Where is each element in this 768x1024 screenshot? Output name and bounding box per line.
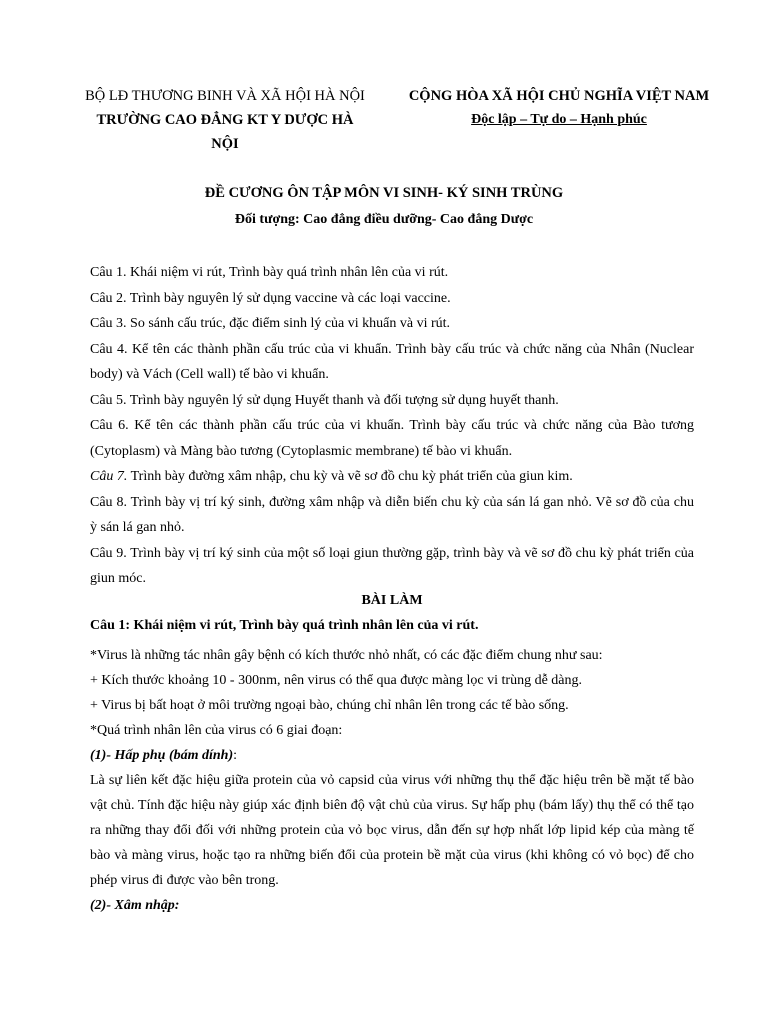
question-item: Câu 1. Khái niệm vi rút, Trình bày quá trình nhân lên của vi rút. bbox=[90, 265, 449, 280]
question-item: Câu 6. Kể tên các thành phần cấu trúc của vi khuẩn. Trình bày cấu trúc và chức năng của Bào tương (Cytoplasm) và Màng bào tương (Cytoplasmic membrane) tế bào vi khuẩn. bbox=[90, 418, 694, 459]
question-item: Câu 4. Kể tên các thành phần cấu trúc của vi khuẩn. Trình bày cấu trúc và chức năng của Nhân (Nuclear body) và Vách (Cell wall) tế bào vi khuẩn. bbox=[90, 341, 694, 382]
school-name: TRƯỜNG CAO ĐẲNG KT Y DƯỢC HÀ NỘI bbox=[96, 112, 354, 152]
question-item bbox=[90, 464, 694, 490]
ministry-header bbox=[70, 84, 380, 156]
question-item: Câu 3. So sánh cấu trúc, đặc điểm sinh lý của vi khuẩn và vi rút. bbox=[90, 316, 451, 331]
stage-2-heading: (2)- Xâm nhập: bbox=[90, 898, 180, 913]
answer-paragraph: Là sự liên kết đặc hiệu giữa protein của vỏ capsid của virus với những thụ thể đặc hiệu trên bề mặt tế bào vật chủ. Tính đặc hiệu này giúp xác định biên độ vật chủ của virus. Sự hấp phụ (bám lấy) thụ thể có thể tạo ra những thay đổi đối với những protein của vỏ bọc virus, dẫn đến sự hợp nhất lớp lipid kép của màng tế bào và màng virus, hoặc tạo ra những biến đổi của protein bề mặt của virus (khi không có vỏ bọc) để cho phép virus đi được vào bên trong. bbox=[90, 773, 694, 888]
national-header bbox=[390, 84, 728, 132]
stage-1-heading bbox=[90, 743, 694, 768]
document-subtitle: Đối tượng: Cao đẳng điều dưỡng- Cao đẳng Dược bbox=[234, 212, 534, 227]
question-7-label: Câu 7. bbox=[90, 469, 128, 484]
answer-paragraph: + Virus bị bất hoạt ở môi trường ngoại bào, chúng chỉ nhân lên trong các tế bào sống. bbox=[90, 698, 569, 713]
question-item: Câu 2. Trình bày nguyên lý sử dụng vaccine và các loại vaccine. bbox=[90, 290, 451, 306]
stage-1-title: (1)- Hấp phụ (bám dính) bbox=[90, 748, 234, 763]
question-7-text: Trình bày đường xâm nhập, chu kỳ và vẽ sơ đồ chu kỳ phát triển của giun kim. bbox=[130, 469, 573, 484]
national-motto: Độc lập – Tự do – Hạnh phúc bbox=[471, 112, 647, 127]
answer-question-title: Câu 1: Khái niệm vi rút, Trình bày quá trình nhân lên của vi rút. bbox=[90, 618, 479, 633]
answer-paragraph: *Quá trình nhân lên của virus có 6 giai đoạn: bbox=[90, 723, 343, 738]
answer-paragraph: + Kích thước khoảng 10 - 300nm, nên virus có thể qua được màng lọc vi trùng dễ dàng. bbox=[90, 673, 582, 688]
country-name: CỘNG HÒA XÃ HỘI CHỦ NGHĨA VIỆT NAM bbox=[408, 88, 710, 104]
question-item: Câu 9. Trình bày vị trí ký sinh của một số loại giun thường gặp, trình bày và vẽ sơ đồ chu kỳ phát triển của giun móc. bbox=[90, 545, 694, 586]
document-title: ĐỀ CƯƠNG ÔN TẬP MÔN VI SINH- KÝ SINH TRÙNG bbox=[204, 185, 564, 201]
question-item: Câu 5. Trình bày nguyên lý sử dụng Huyết thanh và đối tượng sử dụng huyết thanh. bbox=[90, 392, 559, 408]
question-item: Câu 8. Trình bày vị trí ký sinh, đường xâm nhập và diễn biến chu kỳ của sán lá gan nhỏ. Vẽ sơ đồ của chu ỳ sán lá gan nhỏ. bbox=[90, 494, 694, 535]
question-list bbox=[90, 260, 694, 592]
answer-paragraph: *Virus là những tác nhân gây bệnh có kích thước nhỏ nhất, có các đặc điểm chung như sau: bbox=[90, 648, 603, 663]
stage-1-colon: : bbox=[233, 748, 238, 763]
answer-section bbox=[90, 588, 694, 918]
answer-heading: BÀI LÀM bbox=[361, 593, 423, 608]
ministry-name: BỘ LĐ THƯƠNG BINH VÀ XÃ HỘI HÀ NỘI bbox=[85, 88, 365, 104]
